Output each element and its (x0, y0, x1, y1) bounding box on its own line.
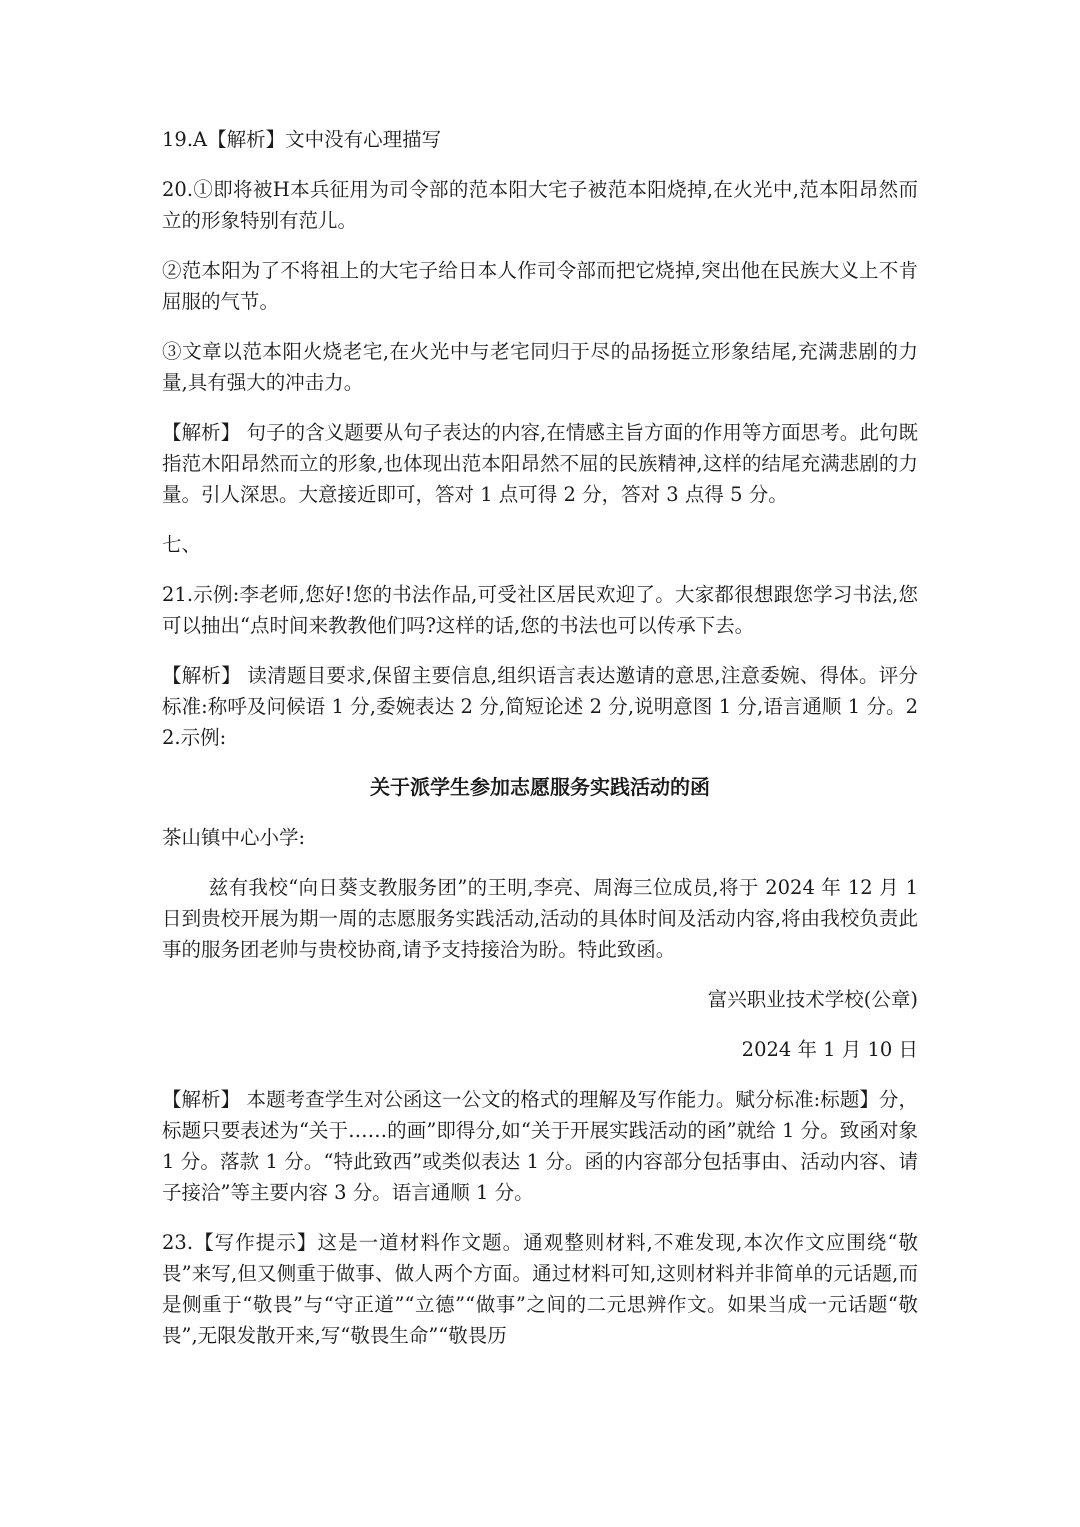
answer-19: 19.A【解析】文中没有心理描写 (162, 128, 442, 151)
answer-22-analysis: 【解析】 本题考查学生对公函这一公文的格式的理解及写作能力。赋分标准:标题】分，标题只要表述为“关于……的画”即得分,如“关于开展实践活动的函”就给 1 分。致函对象 1 分。落款 1 分。“特此致西”或类似表达 1 分。函的内容部分包括事由、活动内容、请子接洽”等主要内容 3 分。语言通顺 1 分。 (162, 1088, 918, 1204)
answer-20-point-3: ③文章以范本阳火烧老宅,在火光中与老宅同归于尽的品扬挺立形象结尾,充满悲剧的力量,具有强大的冲击力。 (162, 340, 918, 394)
letter-body: 兹有我校“向日葵支教服务团”的王明,李亮、周海三位成员,将于 2024 年 12 月 1 日到贵校开展为期一周的志愿服务实践活动,活动的具体时间及活动内容,将由我校负责此事的服务团老帅与贵校协商,请予支持接洽为盼。特此致函。 (162, 876, 918, 961)
answer-21: 21.示例:李老师,您好!您的书法作品,可受社区居民欢迎了。大家都很想跟您学习书法,您可以抽出“点时间来教教他们吗?这样的话,您的书法也可以传承下去。 (162, 583, 918, 637)
document-page (162, 124, 918, 1370)
letter-recipient: 茶山镇中心小学: (162, 826, 306, 849)
section-heading-7: 七、 (162, 533, 202, 556)
answer-20-point-1: 20.①即将被H本兵征用为司令部的范本阳大宅子被范本阳烧掉,在火光中,范本阳昂然而立的形象特别有范儿。 (162, 178, 918, 232)
answer-21-analysis: 【解析】 读清题目要求,保留主要信息,组织语言表达邀请的意思,注意委婉、得体。评分标准:称呼及问候语 1 分,委婉表达 2 分,简短论述 2 分,说明意图 1 分,语言通顺 1 分。22.示例: (162, 664, 918, 749)
answer-20-point-2: ②范本阳为了不将祖上的大宅子给日本人作司令部而把它烧掉,突出他在民族大义上不肯屈服的气节。 (162, 259, 918, 313)
letter-sender: 富兴职业技术学校(公章) (707, 988, 918, 1011)
answer-20-analysis: 【解析】 句子的含义题要从句子表达的内容,在情感主旨方面的作用等方面思考。此句既指范木阳昂然而立的形象,也体现出范本阳昂然不屈的民族精神,这样的结尾充满悲剧的力量。引人深思。大意接近即可，答对 1 点可得 2 分，答对 3 点得 5 分。 (162, 421, 918, 506)
letter-title: 关于派学生参加志愿服务实践活动的函 (370, 775, 710, 799)
letter-date: 2024 年 1 月 10 日 (741, 1038, 918, 1061)
answer-23: 23.【写作提示】这是一道材料作文题。通观整则材料,不难发现,本次作文应围绕“敬畏”来写,但又侧重于做事、做人两个方面。通过材料可知,这则材料并非简单的元话题,而是侧重于“敬畏”与“守正道”“立德”“做事”之间的二元思辨作文。如果当成一元话题“敬畏”,无限发散开来,写“敬畏生命”“敬畏历 (162, 1231, 918, 1347)
